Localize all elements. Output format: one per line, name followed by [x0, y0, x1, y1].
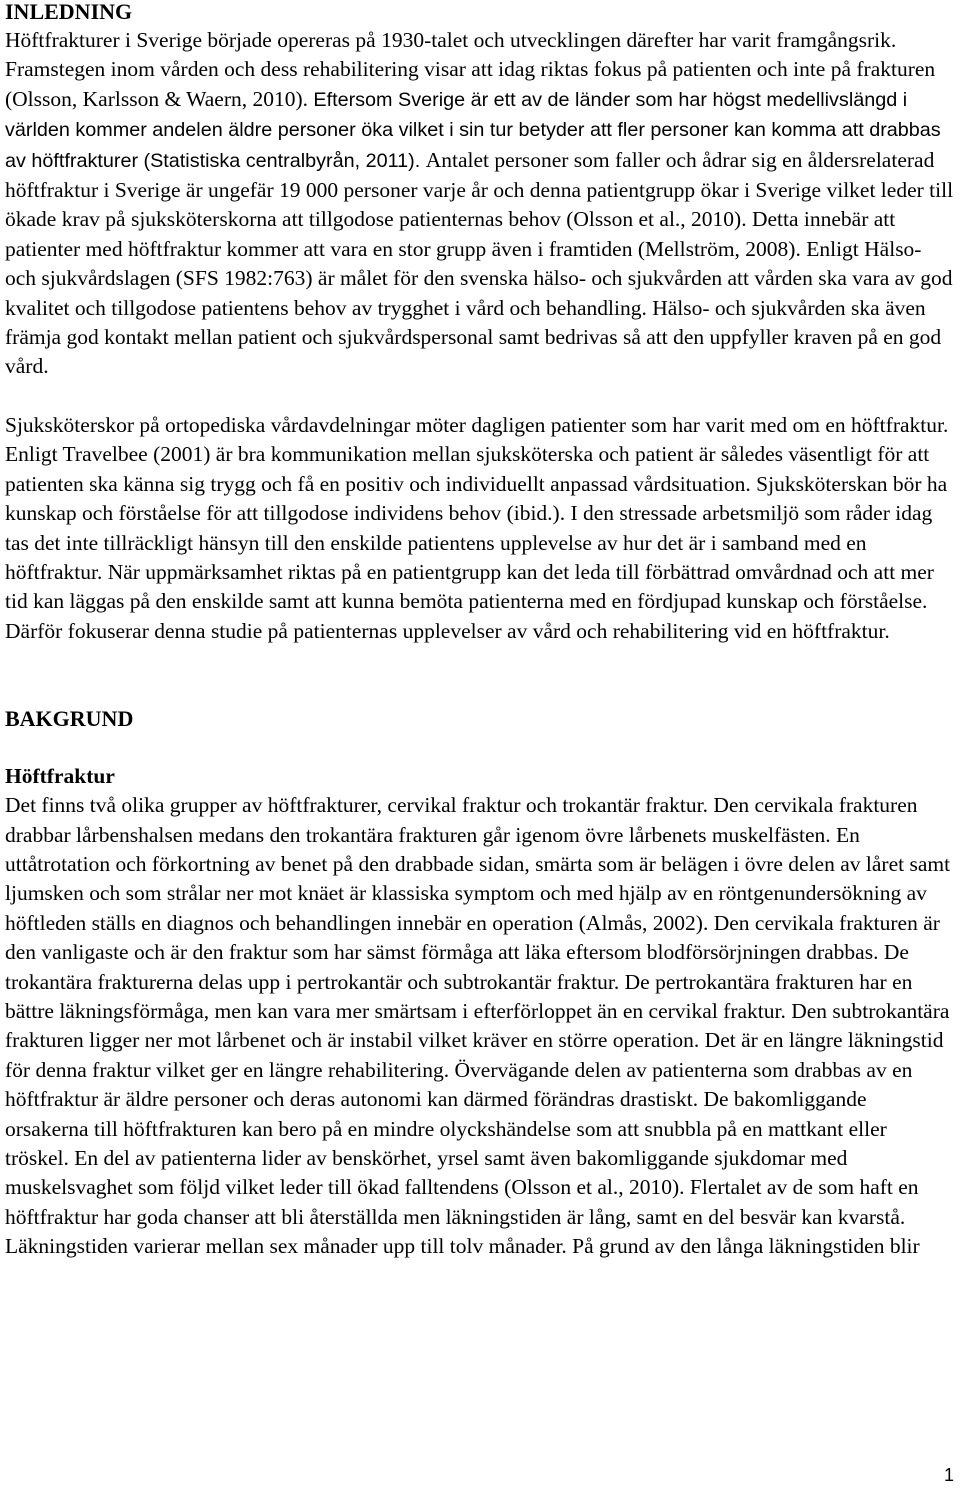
intro-paragraph-1-part-2: Eftersom Sverige är ett av de länder som har högst medellivslängd i världen kommer andelen äldre personer öka vilket i sin tur betyder att fler personer kan komma att drabbas av höftfrakturer (Statistiska centralbyrån, 2011).: [5, 88, 941, 172]
section-heading-inledning: INLEDNING: [5, 0, 133, 24]
section-spacer: [5, 646, 955, 704]
background-paragraph-1: Det finns två olika grupper av höftfrakturer, cervikal fraktur och trokantär fraktur. Den cervikala frakturen drabbar lårbenshalsen medans den trokantära frakturen går igenom övre lårbenets muskelfästen. En uttåtrotation och förkortning av benet på den drabbade sidan, smärta som är belägen i övre delen av låret samt ljumsken och som strålar ner mot knäet är klassiska symptom och med hjälp av en röntgenundersökning av höftleden ställs en diagnos och behandlingen innebär en operation (Almås, 2002). Den cervikala frakturen är den vanligaste och är den fraktur som har sämst förmåga att läka eftersom blodförsörjningen drabbas. De trokantära frakturerna delas upp i pertrokantär och subtrokantär fraktur. De pertrokantära frakturen har en bättre läkningsförmåga, men kan vara mer smärtsam i efterförloppet än en cervikal fraktur. Den subtrokantära frakturen ligger ner mot lårbenet och är instabil vilket kräver en större operation. Det är en längre läkningstid för denna fraktur vilket ger en längre rehabilitering. Övervägande delen av patienterna som drabbas av en höftfraktur är äldre personer och deras autonomi kan därmed förändras drastiskt. De bakomliggande orsakerna till höftfrakturen kan bero på en mindre olyckshändelse som att snubbla på en mattkant eller tröskel. En del av patienterna lider av benskörhet, yrsel samt även bakomliggande sjukdomar med muskelsvaghet som följd vilket leder till ökad falltendens (Olsson et al., 2010). Flertalet av de som haft en höftfraktur har goda chanser att bli återställda men läkningstiden är lång, samt en del besvär kan kvarstå. Läkningstiden varierar mellan sex månader upp till tolv månader. På grund av den långa läkningstiden blir: [5, 793, 951, 1259]
page-number: 1: [943, 1465, 954, 1485]
intro-paragraph-1-part-3: Antalet personer som faller och ådrar sig en åldersrelaterad höftfraktur i Sverige är ungefär 19 000 personer varje år och denna patientgrupp ökar i Sverige vilket leder till ökade krav på sjuksköterskorna att tillgodose patienternas behov (Olsson et al., 2010). Detta innebär att patienter med höftfraktur kommer att vara en stor grupp även i framtiden (Mellström, 2008). Enligt Hälso- och sjukvårdslagen (SFS 1982:763) är målet för den svenska hälso- och sjukvården att vården ska vara av god kvalitet och tillgodose patientens behov av trygghet i vård och behandling. Hälso- och sjukvården ska även främja god kontakt mellan patient och sjukvårdspersonal samt bedrivas så att den uppfyller kraven på en god vård.: [5, 147, 954, 379]
section-heading-bakgrund: BAKGRUND: [5, 706, 134, 732]
heading-spacer: [5, 733, 955, 762]
subheading-hoftfraktur: Höftfraktur: [5, 764, 115, 789]
intro-paragraph-1: [5, 26, 955, 382]
intro-paragraph-2: Sjuksköterskor på ortopediska vårdavdelningar möter dagligen patienter som har varit med om en höftfraktur. Enligt Travelbee (2001) är bra kommunikation mellan sjuksköterska och patient är således väsentligt för att patienten ska känna sig trygg och få en positiv och individuellt anpassad vårdsituation. Sjuksköterskan bör ha kunskap och förståelse för att tillgodose individens behov (ibid.). I den stressade arbetsmiljö som råder idag tas det inte tillräckligt hänsyn till den enskilde patientens upplevelse av hur det är i samband med en höftfraktur. När uppmärksamhet riktas på en patientgrupp kan det leda till förbättrad omvårdnad och att mer tid kan läggas på den enskilde samt att kunna bemöta patienterna med en fördjupad kunskap och förståelse. Därför fokuserar denna studie på patienternas upplevelser av vård och rehabilitering vid en höftfraktur.: [5, 412, 949, 643]
document-page: [5, 0, 955, 1262]
intro-paragraph-1-part-1: Höftfrakturer i Sverige började opereras på 1930-talet och utvecklingen därefter har varit framgångsrik. Framstegen inom vården och dess rehabilitering visar att idag riktas fokus på patienten och inte på frakturen (Olsson, Karlsson & Waern, 2010).: [5, 28, 936, 111]
paragraph-spacer: [5, 382, 955, 411]
